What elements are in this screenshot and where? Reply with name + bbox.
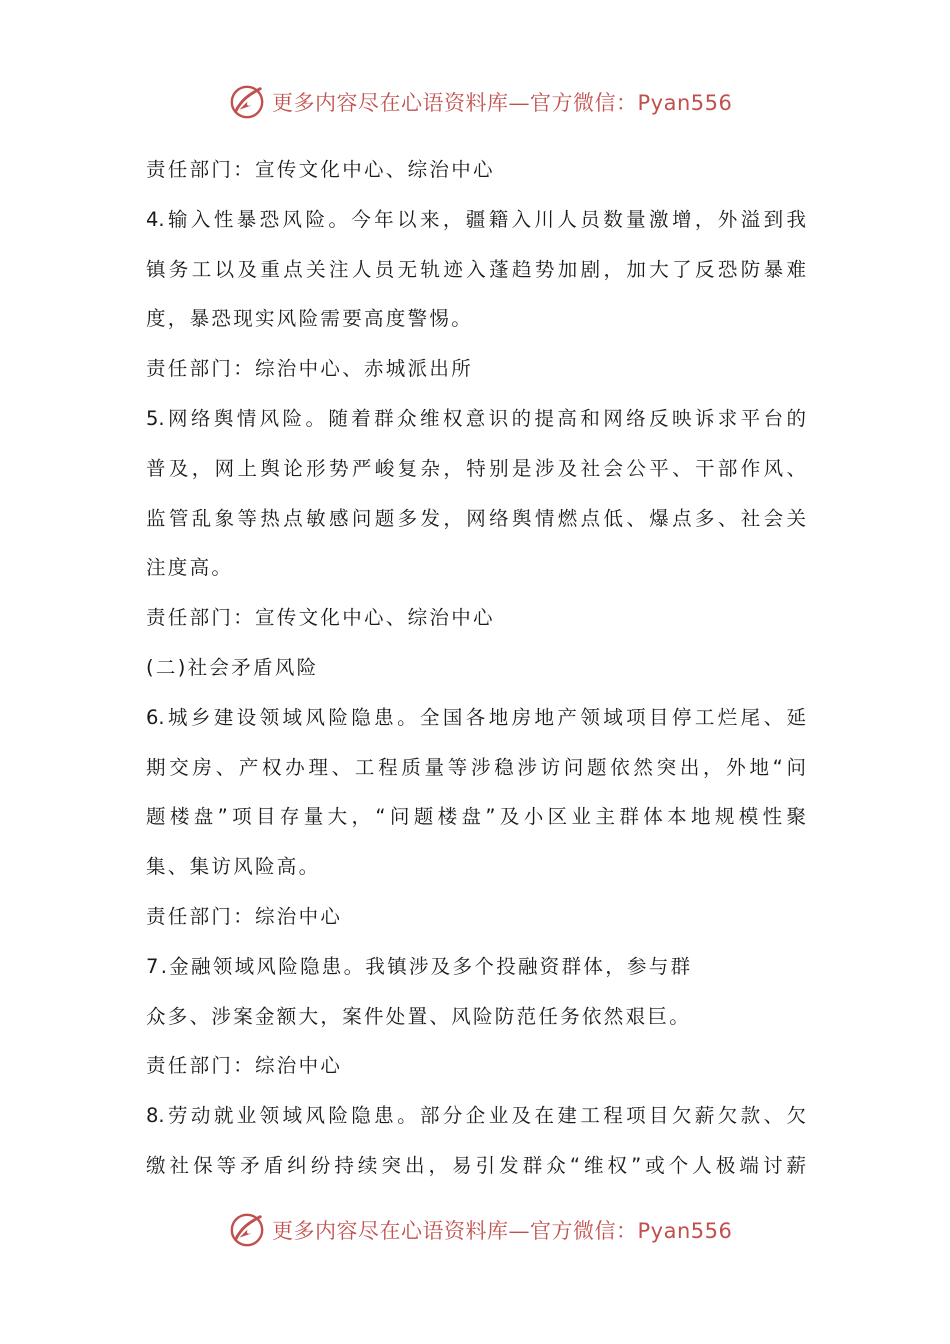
footer-watermark-banner: [228, 1210, 748, 1250]
watermark-text: 更多内容尽在心语资料库—官方微信：Pyan556: [272, 1219, 733, 1243]
text-line: 期交房、产权办理、工程质量等涉稳涉访问题依然突出，外地“问: [146, 755, 806, 779]
pen-nib-logo-icon: [228, 83, 266, 121]
watermark-text: 更多内容尽在心语资料库—官方微信：Pyan556: [272, 91, 733, 115]
document-body: [146, 145, 806, 1191]
text-line: 责任部门：宣传文化中心、综治中心: [146, 158, 495, 181]
header-watermark-banner: [228, 82, 748, 122]
text-line: 镇务工以及重点关注人员无轨迹入蓬趋势加剧，加大了反恐防暴难: [146, 257, 806, 281]
text-line: 责任部门：宣传文化中心、综治中心: [146, 606, 495, 630]
text-line: 集、集访风险高。: [146, 855, 321, 879]
text-line: 8.劳动就业领域风险隐患。部分企业及在建工程项目欠薪欠款、欠: [146, 1104, 806, 1128]
text-line: 责任部门：综治中心、赤城派出所: [146, 357, 474, 381]
text-line: 监管乱象等热点敏感问题多发，网络舆情燃点低、爆点多、社会关: [146, 506, 806, 530]
text-line: 度，暴恐现实风险需要高度警惕。: [146, 307, 474, 331]
wechat-id: Pyan556: [637, 91, 733, 115]
text-line: 7.金融领域风险隐患。我镇涉及多个投融资群体，参与群: [146, 954, 693, 978]
text-line: 6.城乡建设领域风险隐患。全国各地房地产领域项目停工烂尾、延: [146, 705, 806, 729]
text-line: 4.输入性暴恐风险。今年以来，疆籍入川人员数量激增，外溢到我: [146, 207, 806, 231]
pen-nib-logo-icon: [228, 1211, 266, 1249]
text-line: 责任部门：综治中心: [146, 1054, 343, 1078]
text-line: 责任部门：综治中心: [146, 904, 343, 928]
text-line: 题楼盘”项目存量大，“问题楼盘”及小区业主群体本地规模性聚: [146, 805, 806, 829]
text-line: 5.网络舆情风险。随着群众维权意识的提高和网络反映诉求平台的: [146, 406, 806, 430]
text-line: 普及，网上舆论形势严峻复杂，特别是涉及社会公平、干部作风、: [146, 456, 806, 480]
wechat-id: Pyan556: [637, 1219, 733, 1243]
text-line: 注度高。: [146, 556, 234, 580]
text-line: 缴社保等矛盾纠纷持续突出，易引发群众“维权”或个人极端讨薪: [146, 1153, 806, 1177]
text-line: (二)社会矛盾风险: [146, 655, 319, 679]
text-line: 众多、涉案金额大，案件处置、风险防范任务依然艰巨。: [146, 1004, 692, 1028]
